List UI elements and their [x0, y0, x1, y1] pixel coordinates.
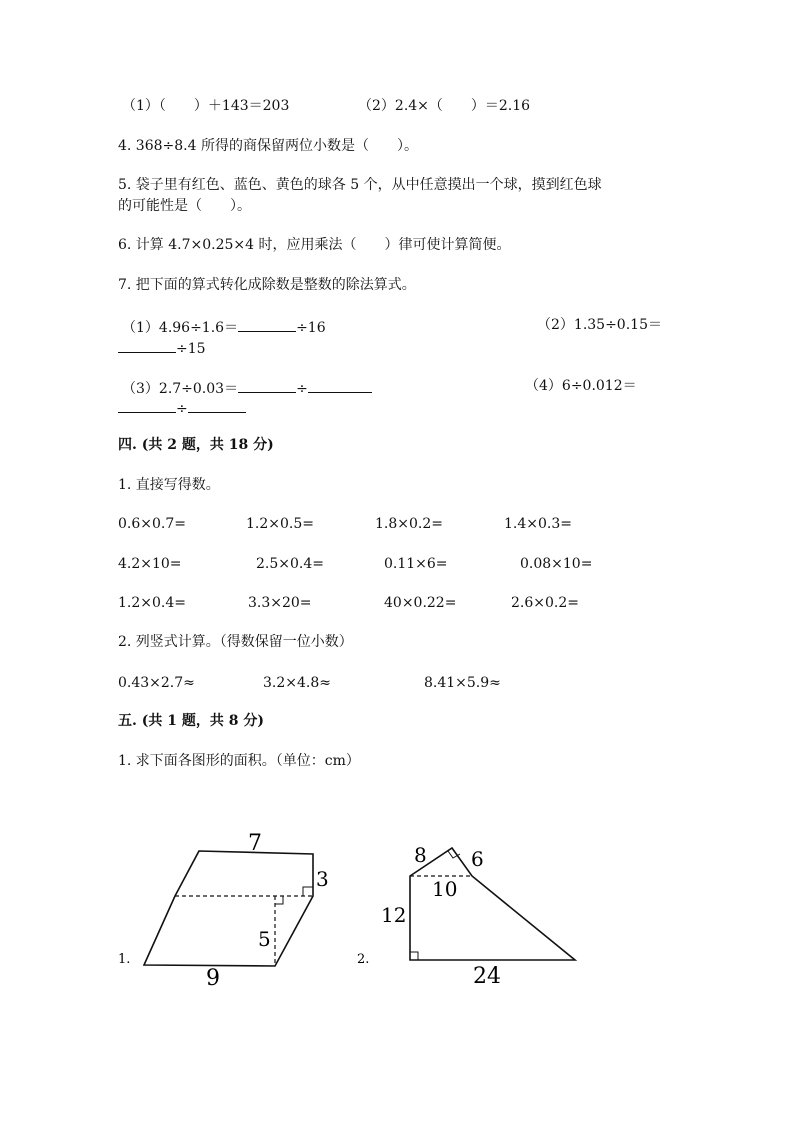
q7-3-divide: ÷ [296, 381, 308, 397]
fig2-number: 2. [357, 952, 370, 967]
section-5-heading: 五. (共 1 题，共 8 分) [118, 713, 264, 729]
calc-item: 1.8×0.2= [375, 516, 443, 532]
calc-item: 0.11×6= [384, 556, 448, 572]
fill-2: （2）2.4×（ ）＝2.16 [358, 98, 531, 114]
q7-item-2: （2）1.35÷0.15＝ [537, 317, 662, 333]
calc-item: 2.6×0.2= [511, 595, 579, 611]
question-6: 6. 计算 4.7×0.25×4 时，应用乘法（ ）律可使计算简便。 [118, 237, 511, 253]
fig2-slant-label: 8 [414, 843, 427, 867]
section-4-heading: 四. (共 2 题，共 18 分) [118, 437, 274, 453]
right-angle-mark [410, 952, 418, 960]
question-5-line1: 5. 袋子里有红色、蓝色、黄色的球各 5 个，从中任意摸出一个球，摸到红色球 [118, 177, 602, 193]
calc-item: 1.2×0.5= [246, 516, 314, 532]
vertical-calc-item: 3.2×4.8≈ [263, 675, 331, 691]
fig1-number: 1. [118, 952, 131, 967]
section-4-q1: 1. 直接写得数。 [118, 477, 220, 493]
q7-3-expression: （3）2.7÷0.03＝ [122, 381, 239, 397]
calc-item: 1.2×0.4= [118, 595, 186, 611]
calc-item: 1.4×0.3= [504, 516, 572, 532]
figure-2-shape [410, 848, 575, 960]
q7-4-divide: ÷ [176, 401, 188, 417]
question-5-line2: 的可能性是（ ）。 [118, 198, 251, 214]
fig1-height-label: 5 [258, 927, 271, 951]
fig1-bottom-label: 9 [206, 966, 220, 991]
calc-item: 0.6×0.7= [118, 516, 186, 532]
q7-1-divisor: ÷16 [296, 320, 326, 336]
right-angle-mark [275, 896, 283, 904]
vertical-calc-item: 8.41×5.9≈ [424, 675, 501, 691]
section-5-q1: 1. 求下面各图形的面积。（单位：cm） [118, 753, 360, 769]
q7-1-expression: （1）4.96÷1.6＝ [122, 320, 239, 336]
fig1-top-label: 7 [248, 831, 262, 856]
right-angle-mark [303, 887, 313, 896]
calc-item: 0.08×10= [520, 556, 593, 572]
calc-item: 2.5×0.4= [256, 556, 324, 572]
calc-item: 4.2×10= [118, 556, 182, 572]
parallelogram-shape [144, 851, 313, 966]
calc-item: 3.3×20= [248, 595, 312, 611]
question-4: 4. 368÷8.4 所得的商保留两位小数是（ ）。 [118, 138, 418, 154]
fig1-right-label: 3 [316, 867, 329, 891]
q7-item-4: （4）6÷0.012＝ [525, 378, 637, 394]
fig2-bottom-label: 24 [473, 964, 501, 989]
fig2-left-label: 12 [381, 903, 407, 927]
section-4-q2: 2. 列竖式计算。（得数保留一位小数） [118, 634, 353, 650]
calc-item: 40×0.22= [384, 595, 457, 611]
q7-2-divisor: ÷15 [176, 341, 206, 357]
fig2-mid-label: 10 [432, 877, 458, 901]
fig2-hyp-label: 6 [471, 847, 484, 871]
fill-1: （1）（ ）＋143＝203 [122, 98, 290, 114]
question-7: 7. 把下面的算式转化成除数是整数的除法算式。 [118, 277, 416, 293]
vertical-calc-item: 0.43×2.7≈ [118, 675, 195, 691]
